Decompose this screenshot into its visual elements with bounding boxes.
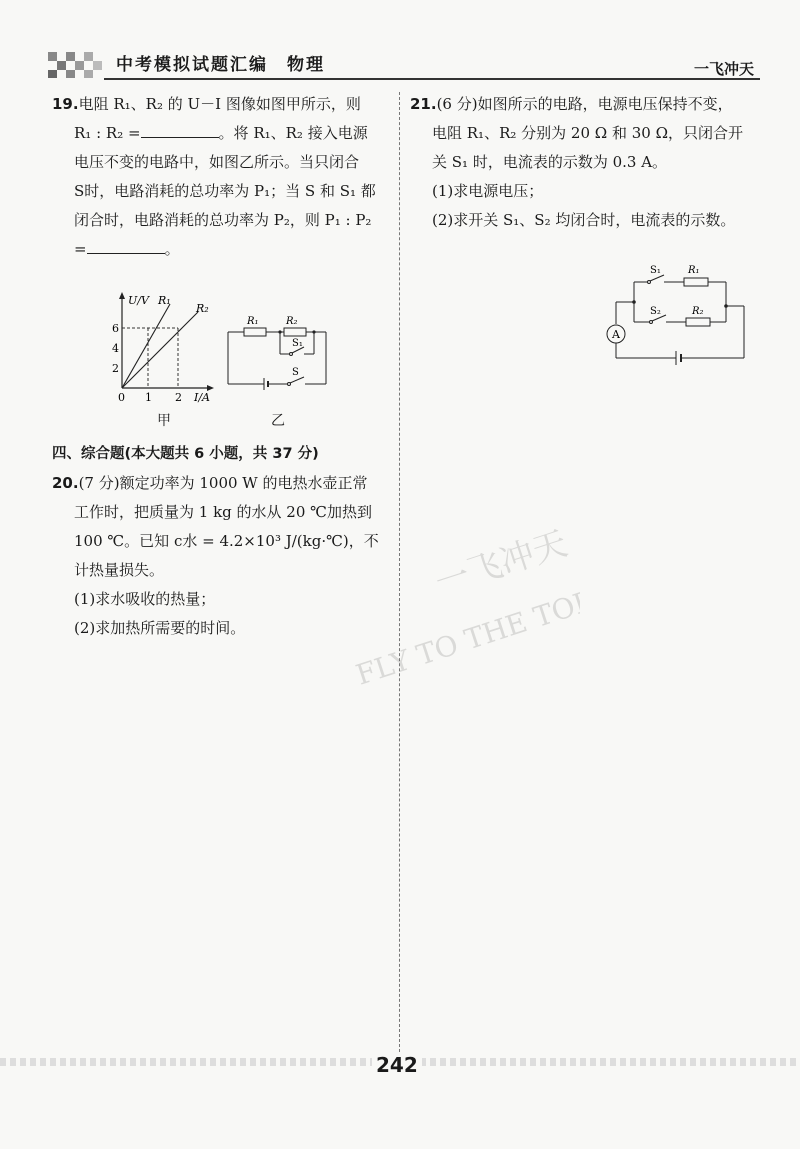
left-column — [52, 90, 392, 264]
q19-line5: 闭合时，电路消耗的总功率为 P₂，则 P₁ : P₂ — [74, 211, 372, 229]
q20-line3: 100 ℃。已知 c水 = 4.2×10³ J/(kg·℃)，不 — [74, 532, 379, 550]
svg-text:4: 4 — [112, 342, 119, 355]
svg-text:S₁: S₁ — [650, 265, 661, 276]
svg-text:I/A: I/A — [194, 391, 210, 404]
q21-line1: 21.(6 分)如图所示的电路，电源电压保持不变， — [410, 95, 733, 113]
q20-line2: 工作时，把质量为 1 kg 的水从 20 ℃加热到 — [74, 503, 372, 521]
header-brand: 一飞冲天 — [693, 60, 754, 78]
svg-text:S₂: S₂ — [650, 306, 661, 317]
svg-text:R₁: R₁ — [688, 265, 700, 276]
q19-caption-jia: 甲 — [157, 413, 171, 429]
svg-text:S₁: S₁ — [292, 338, 303, 349]
q19-number: 19. — [52, 95, 79, 113]
q21-sub1: (1)求电源电压； — [432, 182, 544, 200]
q19-line1: 19.电阻 R₁、R₂ 的 U－I 图像如图甲所示，则 — [52, 95, 361, 113]
q19-line2: R₁ : R₂ = 。将 R₁、R₂ 接入电源 — [74, 124, 368, 142]
svg-text:R₁: R₁ — [247, 316, 259, 327]
r2-line — [122, 312, 198, 388]
q19-line4: S时，电路消耗的总功率为 P₁；当 S 和 S₁ 都 — [74, 182, 376, 200]
q21-sub2: (2)求开关 S₁、S₂ 均闭合时，电流表的示数。 — [432, 211, 736, 229]
q19-ui-graph — [100, 290, 220, 405]
r1-line — [122, 304, 170, 388]
header-title: 中考模拟试题汇编 物理 — [116, 55, 325, 75]
q21-line3: 关 S₁ 时，电流表的示数为 0.3 A。 — [432, 153, 668, 171]
svg-text:6: 6 — [112, 322, 119, 335]
svg-text:U/V: U/V — [128, 294, 149, 307]
q20-sub2: (2)求加热所需要的时间。 — [74, 619, 246, 637]
q20-line1: 20.(7 分)额定功率为 1000 W 的电热水壶正常 — [52, 474, 368, 492]
q20-sub1: (1)求水吸收的热量； — [74, 590, 216, 608]
q19-caption-yi: 乙 — [271, 413, 285, 429]
q19-answer-blank-1[interactable] — [141, 123, 219, 138]
q21-number: 21. — [410, 95, 437, 113]
svg-text:0: 0 — [118, 391, 125, 404]
svg-text:R₂: R₂ — [196, 302, 209, 315]
svg-text:2: 2 — [175, 391, 182, 404]
svg-text:S: S — [292, 367, 299, 378]
left-column-lower — [52, 440, 397, 643]
svg-text:R₂: R₂ — [286, 316, 298, 327]
section-heading-4: 四、综合题(本大题共 6 小题，共 37 分) — [52, 446, 319, 462]
svg-text:A: A — [612, 328, 620, 341]
svg-text:R₁: R₁ — [158, 294, 171, 307]
q20-number: 20. — [52, 474, 79, 492]
q21-line2: 电阻 R₁、R₂ 分别为 20 Ω 和 30 Ω，只闭合开 — [432, 124, 744, 142]
page-number: 242 — [372, 1053, 422, 1077]
q20-line4: 计热量损失。 — [74, 561, 165, 579]
checker-icon — [48, 52, 104, 78]
header-rule — [104, 78, 760, 80]
svg-text:1: 1 — [145, 391, 152, 404]
right-column — [410, 90, 765, 235]
q19-line3: 电压不变的电路中，如图乙所示。当只闭合 — [74, 153, 360, 171]
svg-text:R₂: R₂ — [692, 306, 704, 317]
header-logo-squares — [48, 52, 104, 82]
svg-text:FLY TO THE TOP: FLY TO THE TOP — [351, 583, 580, 692]
q19-circuit — [222, 306, 337, 391]
q19-line6: = 。 — [74, 240, 180, 258]
q19-answer-blank-2[interactable] — [87, 239, 165, 254]
svg-text:一飞冲天: 一飞冲天 — [430, 523, 573, 604]
svg-text:2: 2 — [112, 362, 119, 375]
q21-circuit — [600, 262, 750, 370]
